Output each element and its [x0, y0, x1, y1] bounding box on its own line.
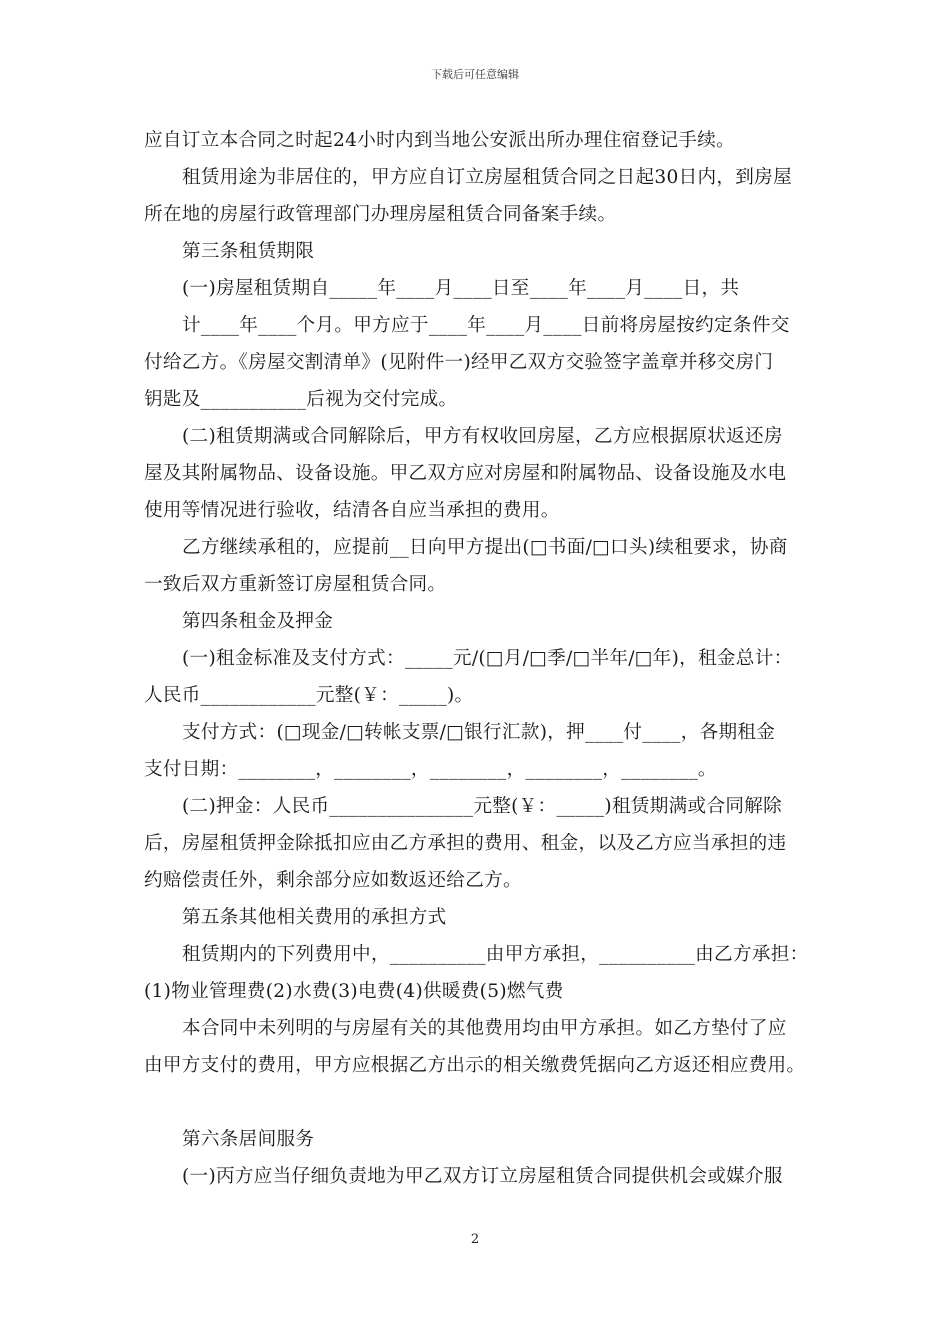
text-line: 所在地的房屋行政管理部门办理房屋租赁合同备案手续。	[144, 204, 617, 225]
text-line: 使用等情况进行验收，结清各自应当承担的费用。	[144, 500, 560, 521]
text-line: (二)租赁期满或合同解除后，甲方有权收回房屋，乙方应根据原状返还房	[182, 426, 783, 447]
section-heading: 第四条租金及押金	[182, 611, 334, 632]
text-line: 一致后双方重新签订房屋租赁合同。	[144, 574, 447, 595]
text-line: 约赔偿责任外，剩余部分应如数返还给乙方。	[144, 870, 522, 891]
text-line: (一)丙方应当仔细负责地为甲乙双方订立房屋租赁合同提供机会或媒介服	[182, 1166, 783, 1187]
text-line: 屋及其附属物品、设备设施。甲乙双方应对房屋和附属物品、设备设施及水电	[144, 463, 787, 484]
text-line: (1)物业管理费(2)水费(3)电费(4)供暖费(5)燃气费	[144, 981, 564, 1002]
text-line: 支付方式：(□现金/□转帐支票/□银行汇款)，押____付____，各期租金	[182, 722, 776, 743]
text-line: 钥匙及___________后视为交付完成。	[144, 389, 458, 410]
text-line: 人民币____________元整(￥：_____)。	[144, 685, 474, 706]
text-line: 由甲方支付的费用，甲方应根据乙方出示的相关缴费凭据向乙方返还相应费用。	[144, 1055, 806, 1076]
text-line: (一)租金标准及支付方式：_____元/(□月/□季/□半年/□年)，租金总计：	[182, 648, 793, 669]
text-line: (一)房屋租赁期自_____年____月____日至____年____月____日，共	[182, 278, 740, 299]
text-line: 租赁用途为非居住的，甲方应自订立房屋租赁合同之日起30日内，到房屋	[182, 167, 792, 188]
page-number: 2	[470, 1232, 480, 1247]
section-heading: 第三条租赁期限	[182, 241, 315, 262]
paragraph-gap	[144, 1084, 824, 1121]
text-line: 乙方继续承租的，应提前__日向甲方提出(□书面/□口头)续租要求，协商	[182, 537, 788, 558]
document-body	[144, 122, 824, 1195]
text-line: 支付日期：________，________，________，________，________。	[144, 759, 717, 780]
text-line: 计____年____个月。甲方应于____年____月____日前将房屋按约定条件交	[182, 315, 790, 336]
text-line: (二)押金：人民币_______________元整(￥：_____)租赁期满或合同解除	[182, 796, 783, 817]
text-line: 租赁期内的下列费用中，__________由甲方承担，__________由乙方承担：	[182, 944, 809, 965]
text-line: 应自订立本合同之时起24小时内到当地公安派出所办理住宿登记手续。	[144, 130, 736, 151]
page-header: 下载后可任意编辑	[431, 68, 519, 81]
section-heading: 第六条居间服务	[182, 1129, 315, 1150]
section-heading: 第五条其他相关费用的承担方式	[182, 907, 447, 928]
text-line: 付给乙方。《房屋交割清单》(见附件一)经甲乙双方交验签字盖章并移交房门	[144, 352, 774, 373]
text-line: 后，房屋租赁押金除抵扣应由乙方承担的费用、租金，以及乙方应当承担的违	[144, 833, 787, 854]
text-line: 本合同中未列明的与房屋有关的其他费用均由甲方承担。如乙方垫付了应	[182, 1018, 787, 1039]
